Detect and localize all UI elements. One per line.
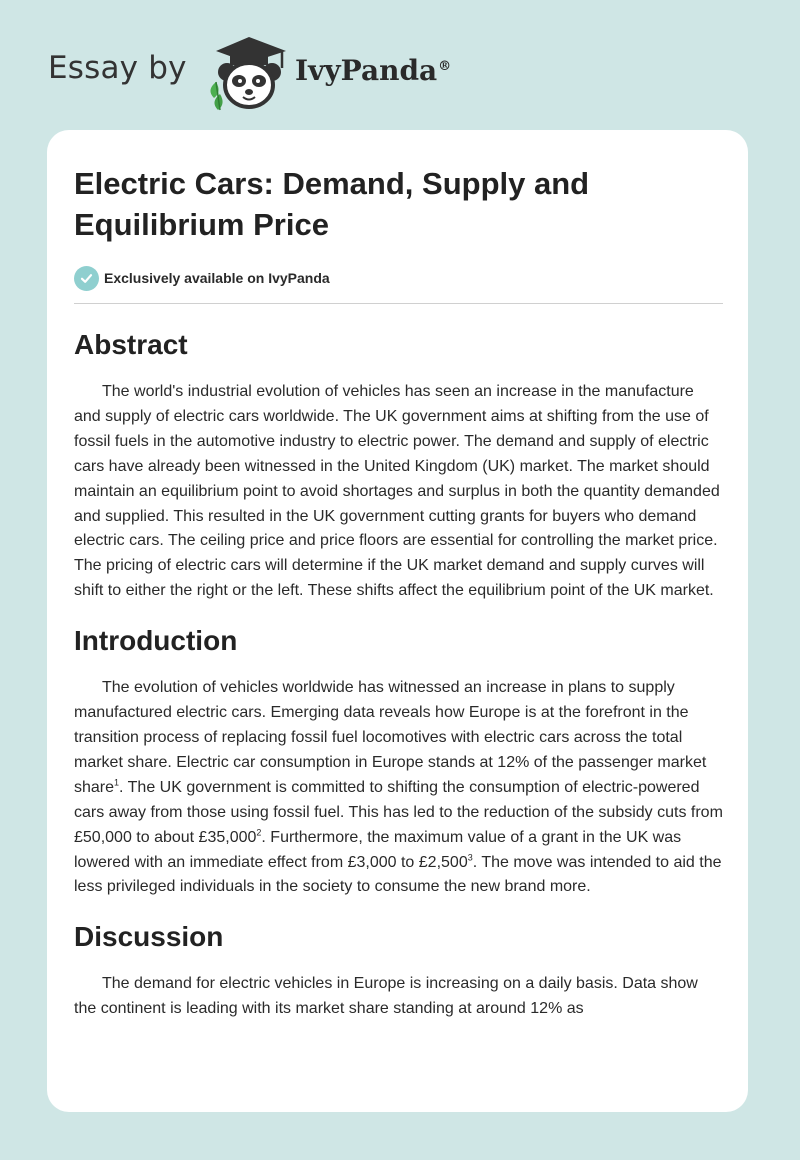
essay-title: Electric Cars: Demand, Supply and Equilibrium Price xyxy=(74,166,590,242)
essay-by-label: Essay by xyxy=(48,50,187,86)
discussion-heading: Discussion xyxy=(74,921,224,953)
footnote-ref-2[interactable]: 2 xyxy=(256,827,262,838)
exclusive-text: Exclusively available on IvyPanda xyxy=(104,270,330,286)
abstract-heading: Abstract xyxy=(74,329,188,360)
essay-card xyxy=(47,130,748,1112)
footnote-ref-3[interactable]: 3 xyxy=(467,852,473,863)
footnote-ref-1[interactable]: 1 xyxy=(114,777,120,788)
introduction-heading: Introduction xyxy=(74,625,238,657)
check-icon xyxy=(74,266,99,291)
ivypanda-brand-name[interactable]: IvyPanda® xyxy=(295,54,452,87)
ivypanda-logo-icon[interactable] xyxy=(202,32,290,112)
introduction-paragraph: The evolution of vehicles worldwide has witnessed an increase in plans to supply manufactured electric cars. Emerging data reveals how Europe is at the forefront in the transition process of replacing fossil fuel locomotives with electric cars across the total market share. Electric car consumption in Europe stands at 12% of the passenger market share$^1$. The UK government is committed to shifting the consumption of electric-powered cars away from those using fossil fuel. This has led to the reduction of the subsidy cuts from £50,000 to about £35,000$^2$. Furthermore, the maximum value of a grant in the UK was lowered with an immediate effect from £3,000 to £2,500$^3$. The move was intended to aid the less privileged individuals in the society to consume the new brand more. xyxy=(74,679,723,896)
site-header xyxy=(48,32,548,112)
discussion-paragraph: The demand for electric vehicles in Europe is increasing on a daily basis. Data show the continent is leading with its market share standing at around 12% as xyxy=(74,975,698,1018)
abstract-paragraph: The world's industrial evolution of vehicles has seen an increase in the manufacture and supply of electric cars worldwide. The UK government aims at shifting from the use of fossil fuels in the automotive industry to electric power. The demand and supply of electric cars have already been witnessed in the United Kingdom (UK) market. The market should maintain an equilibrium point to avoid shortages and surplus in both the quantity demanded and supplied. This resulted in the UK government cutting grants for buyers who demand electric cars. The ceiling price and price floors are essential for controlling the market price. The pricing of electric cars will determine if the UK market demand and supply curves will shift to either the right or the left. These shifts affect the equilibrium point of the UK market. xyxy=(74,383,720,600)
exclusive-badge xyxy=(74,265,724,291)
divider xyxy=(74,303,723,304)
